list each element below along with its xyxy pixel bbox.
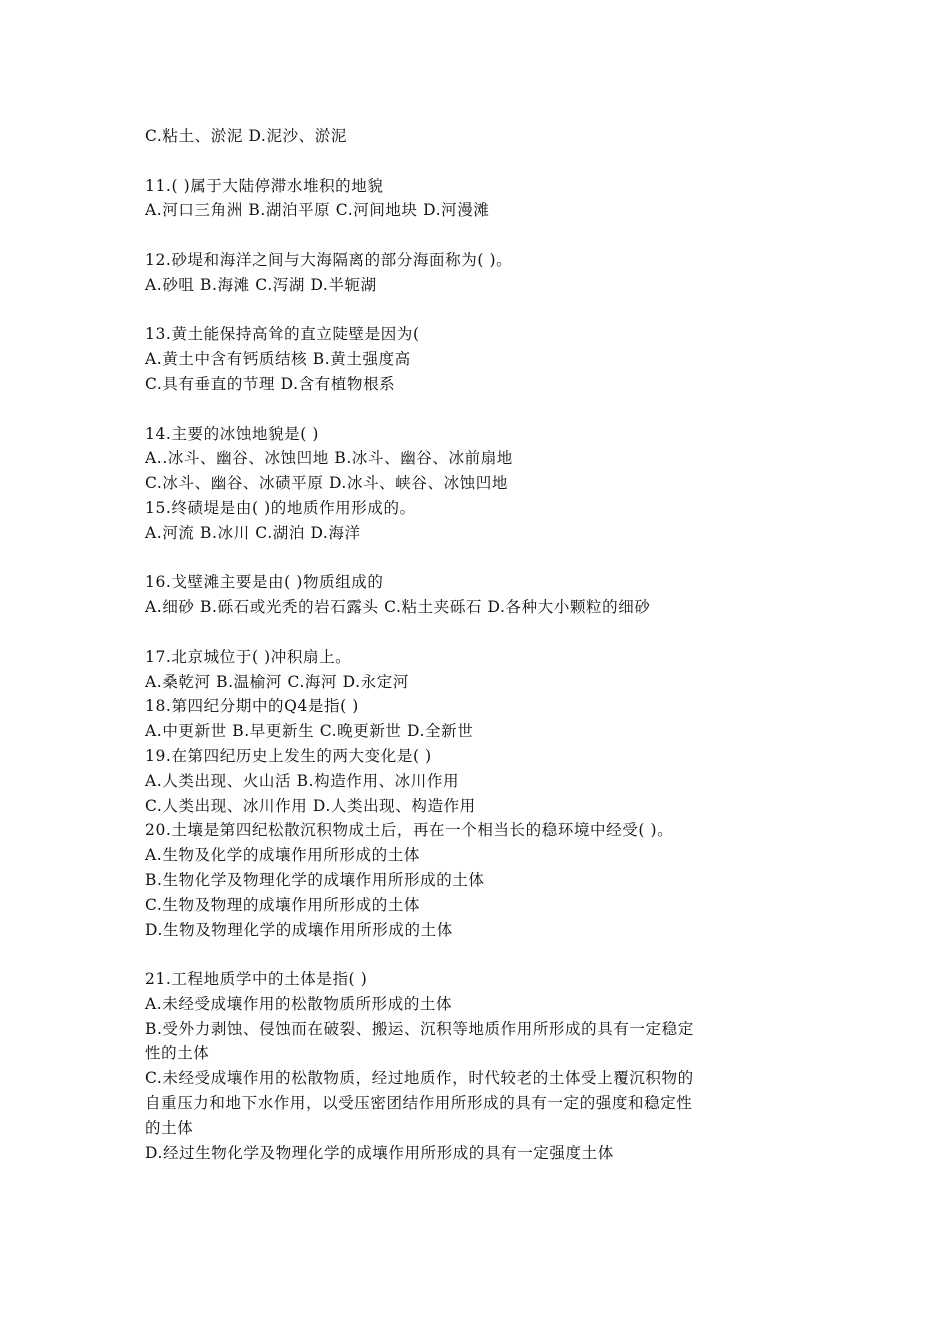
text-line: D.经过生物化学及物理化学的成壤作用所形成的具有一定强度土体 <box>145 1143 614 1162</box>
question-block-q11 <box>145 174 805 224</box>
text-line: 18.第四纪分期中的Q4是指( ) <box>145 697 359 716</box>
question-block-q10-tail <box>145 124 805 149</box>
text-line: C.粘土、淤泥 D.泥沙、淤泥 <box>145 127 347 145</box>
paragraph-gap <box>145 620 805 645</box>
text-line: A.未经受成壤作用的松散物质所形成的土体 <box>145 994 453 1013</box>
paragraph-gap <box>145 298 805 323</box>
question-block-q14-15 <box>145 422 805 546</box>
paragraph-gap <box>145 223 805 248</box>
text-line: 自重压力和地下水作用，以受压密团结作用所形成的具有一定的强度和稳定性 <box>145 1094 693 1113</box>
paragraph-gap <box>145 942 805 967</box>
text-line: 16.戈壁滩主要是由( )物质组成的 <box>145 573 384 592</box>
text-line: C.生物及物理的成壤作用所形成的土体 <box>145 895 421 914</box>
paragraph-gap <box>145 397 805 422</box>
question-block-q16 <box>145 570 805 620</box>
question-block-q12 <box>145 248 805 298</box>
text-line: A.桑乾河 B.温榆河 C.海河 D.永定河 <box>145 672 409 691</box>
text-line: 20.土壤是第四纪松散沉积物成土后，再在一个相当长的稳环境中经受( )。 <box>145 821 674 840</box>
text-line: 21.工程地质学中的土体是指( ) <box>145 970 368 989</box>
text-line: A.生物及化学的成壤作用所形成的土体 <box>145 846 420 865</box>
question-block-q17-20 <box>145 645 805 943</box>
question-block-q13 <box>145 322 805 396</box>
text-line: A.河流 B.冰川 C.湖泊 D.海洋 <box>145 523 361 542</box>
text-line: A.黄土中含有钙质结核 B.黄土强度高 <box>145 350 411 369</box>
text-line: A.中更新世 B.早更新生 C.晚更新世 D.全新世 <box>145 722 474 741</box>
text-line: 19.在第四纪历史上发生的两大变化是( ) <box>145 746 432 765</box>
text-line: 12.砂堤和海洋之间与大海隔离的部分海面称为( )。 <box>145 250 513 269</box>
text-line: 15.终碛堤是由( )的地质作用形成的。 <box>145 498 416 517</box>
text-line: 14.主要的冰蚀地貌是( ) <box>145 424 320 443</box>
paragraph-gap <box>145 149 805 174</box>
text-line: A..冰斗、幽谷、冰蚀凹地 B.冰斗、幽谷、冰前扇地 <box>145 449 513 468</box>
text-line: 11.( )属于大陆停滞水堆积的地貌 <box>145 176 384 195</box>
text-line: B.受外力剥蚀、侵蚀而在破裂、搬运、沉积等地质作用所形成的具有一定稳定 <box>145 1019 694 1038</box>
text-line: C.冰斗、幽谷、冰碛平原 D.冰斗、峡谷、冰蚀凹地 <box>145 474 508 493</box>
text-line: C.人类出现、冰川作用 D.人类出现、构造作用 <box>145 796 476 815</box>
text-line: 的土体 <box>145 1118 194 1137</box>
text-line: A.河口三角洲 B.湖泊平原 C.河间地块 D.河漫滩 <box>145 201 490 220</box>
document-body <box>145 124 805 1165</box>
paragraph-gap <box>145 546 805 571</box>
text-line: A.人类出现、火山活 B.构造作用、冰川作用 <box>145 771 460 790</box>
text-line: 17.北京城位于( )冲积扇上。 <box>145 647 352 666</box>
text-line: A.砂咀 B.海滩 C.泻湖 D.半轭湖 <box>145 275 377 294</box>
text-line: C.未经受成壤作用的松散物质，经过地质作，时代较老的土体受上覆沉积物的 <box>145 1069 694 1088</box>
text-line: B.生物化学及物理化学的成壤作用所形成的土体 <box>145 870 485 889</box>
text-line: D.生物及物理化学的成壤作用所形成的土体 <box>145 920 453 939</box>
text-line: A.细砂 B.砾石或光秃的岩石露头 C.粘土夹砾石 D.各种大小颗粒的细砂 <box>145 598 651 617</box>
question-block-q21 <box>145 967 805 1165</box>
text-line: 性的土体 <box>145 1044 210 1063</box>
text-line: 13.黄土能保持高耸的直立陡壁是因为( <box>145 325 420 344</box>
text-line: C.具有垂直的节理 D.含有植物根系 <box>145 374 396 393</box>
